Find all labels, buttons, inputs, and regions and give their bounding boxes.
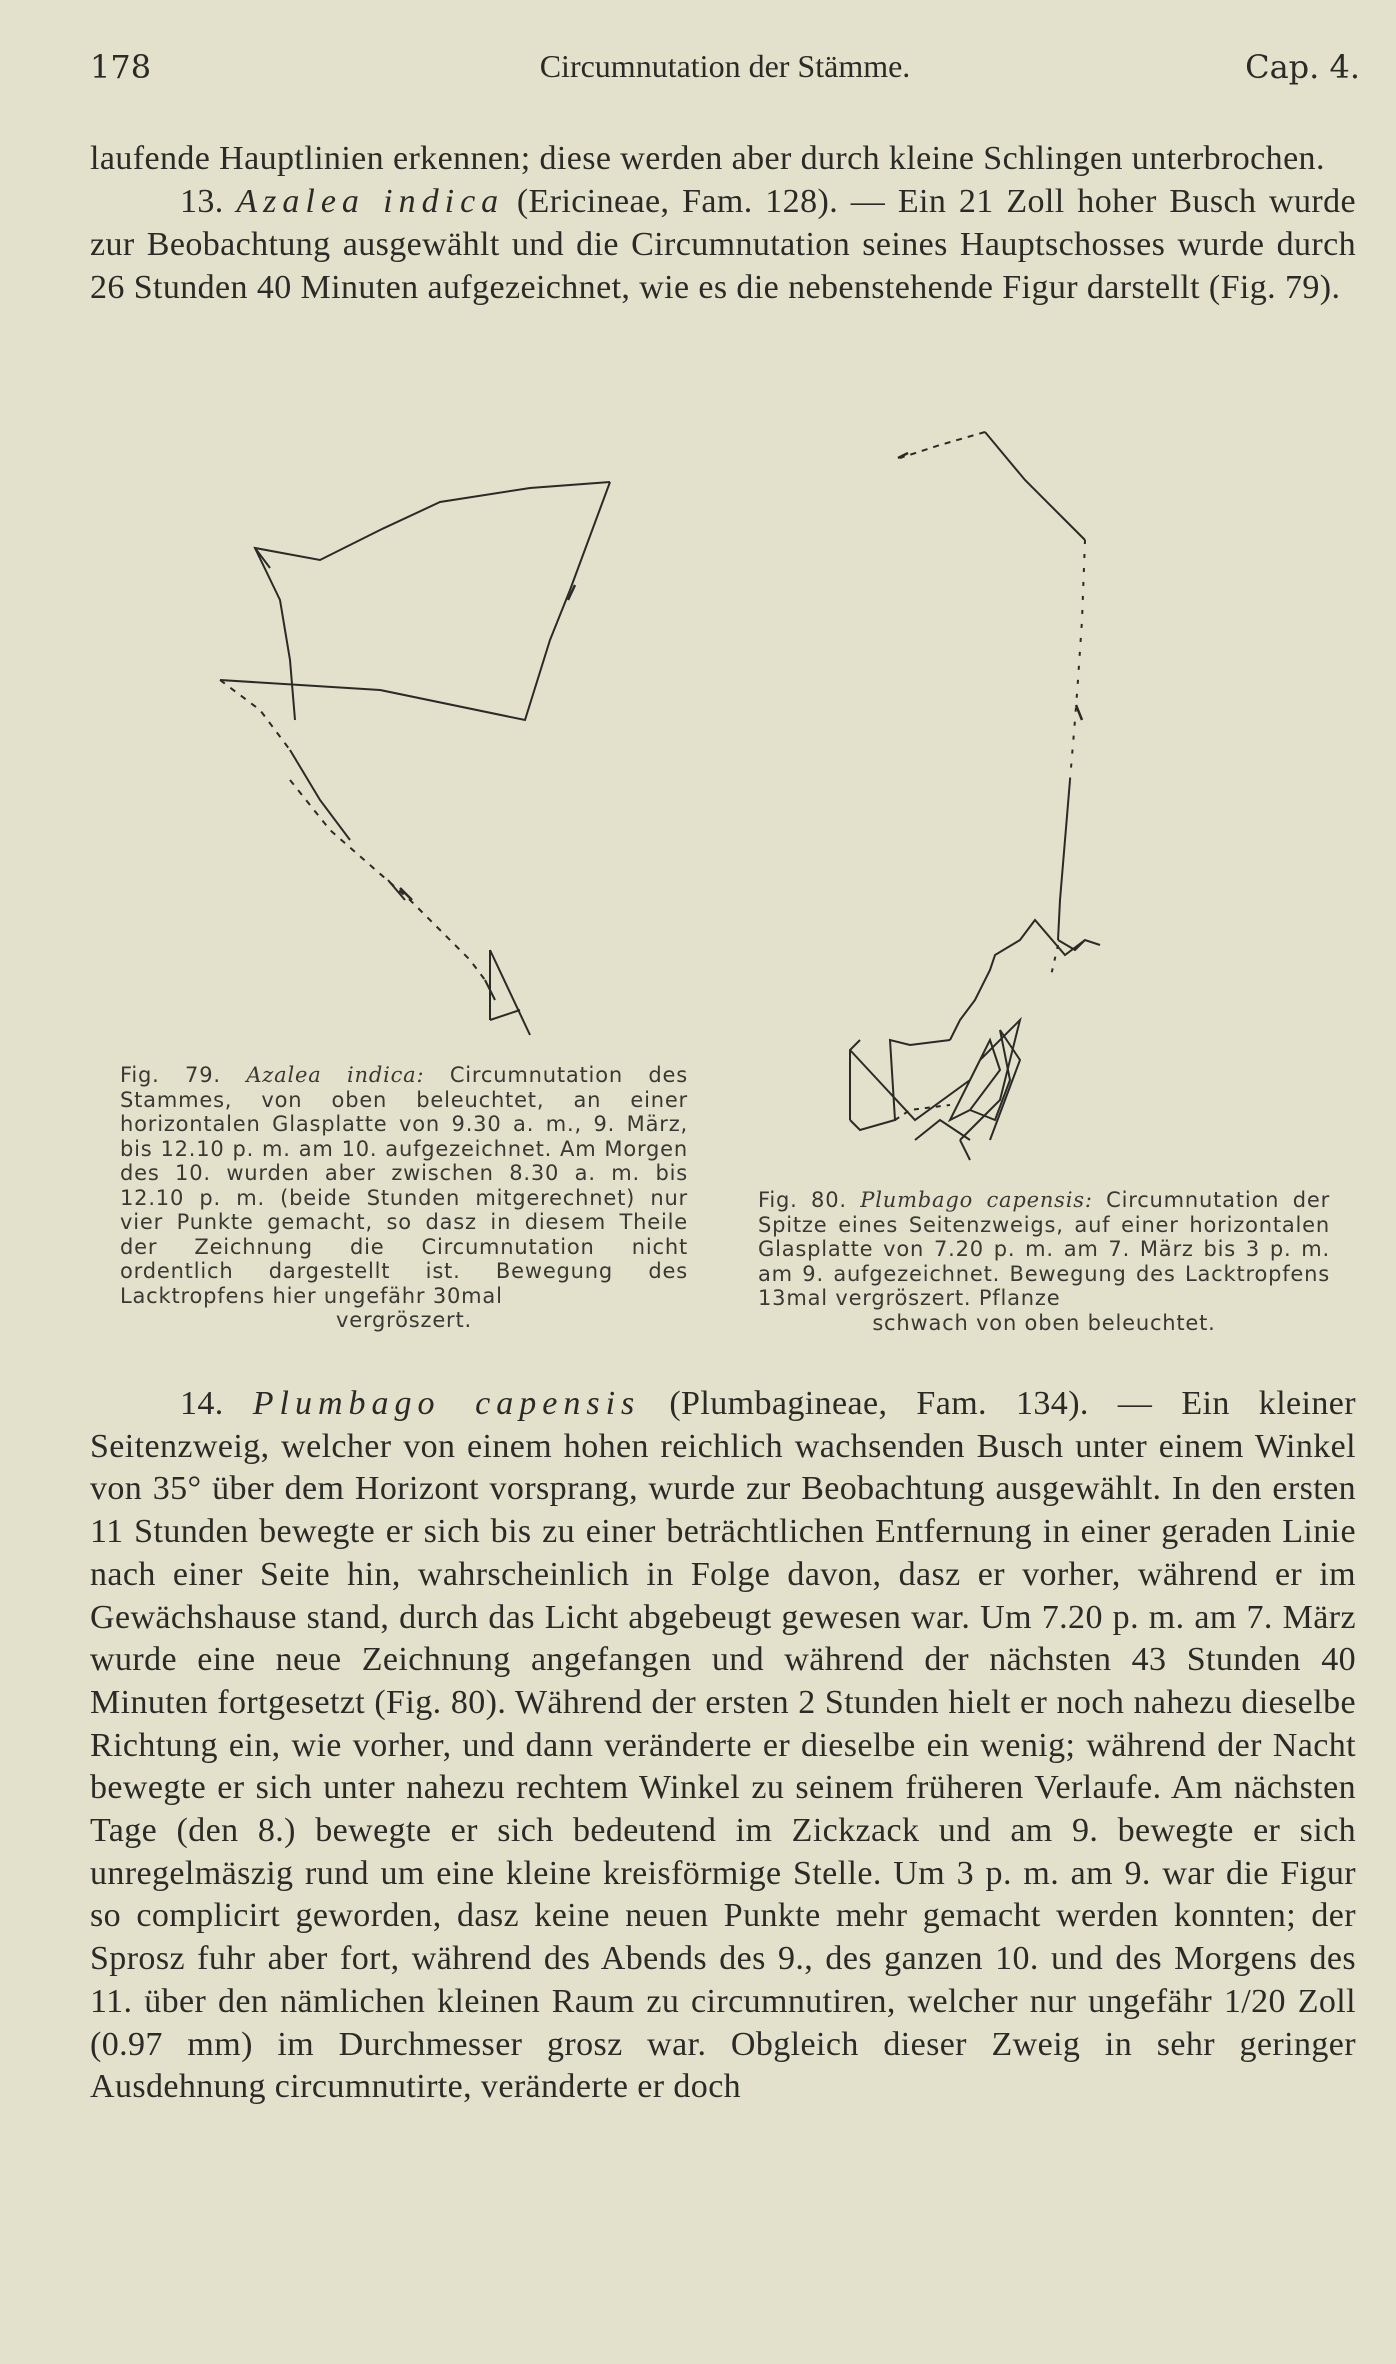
paragraph-13 [90,180,1356,309]
paragraph-14 [90,1383,1356,2109]
fig79-last-line: vergröszert. [336,1308,472,1332]
page-number: 178 [90,48,152,86]
page-header [90,48,1360,92]
fig80-label: Fig. 80. [758,1188,847,1212]
running-title: Circumnutation der Stämme. [539,48,911,84]
fig79-drawing [200,460,640,1060]
fig80-species: Plumbago capensis: [860,1188,1093,1212]
chapter-label: Cap. 4. [1245,48,1360,86]
para14-species: Plumbago capensis [252,1385,641,1422]
top-text-block [90,137,1356,309]
fig80-caption [758,1188,1330,1335]
para13-number: 13. [180,183,224,220]
para14-text: (Plumbagineae, Fam. 134). — Ein kleiner Seitenzweig, welcher von einem hohen reichlich wachsenden Busch unter einem Winkel von 35° über dem Horizont vorsprang, wurde zur Beobachtung ausgewählt. In den ersten 11 Stunden bewegte er sich bis zu einer beträchtlichen Entfernung in einer geraden Linie nach einer Seite hin, wahrscheinlich in Folge davon, dasz er vorher, während er im Gewächshause stand, durch das Licht abgebeugt gewesen war. Um 7.20 p. m. am 7. März wurde eine neue Zeichnung angefangen und während der nächsten 43 Stunden 40 Minuten fortgesetzt (Fig. 80). Während der ersten 2 Stunden hielt er noch nahezu dieselbe Richtung ein, wie vorher, und dann veränderte er dieselbe ein wenig; während der Nacht bewegte er sich unter nahezu rechtem Winkel zu seinem früheren Verlaufe. Am nächsten Tage (den 8.) bewegte er sich bedeutend im Zickzack und am 9. bewegte er sich unregelmäszig rund um eine kleine kreisförmige Stelle. Um 3 p. m. am 9. war die Figur so complicirt geworden, dasz keine neuen Punkte mehr gemacht werden konnten; der Sprosz fuhr aber fort, während des Abends des 9., des ganzen 10. und des Morgens des 11. über den nämlichen kleinen Raum zu circumnutiren, welcher nur ungefähr 1/20 Zoll (0.97 mm) im Durchmesser grosz war. Obgleich dieser Zweig in sehr geringer Ausdehnung circumnutirte, veränderte er doch [90,1385,1356,2106]
para13-text: (Ericineae, Fam. 128). — Ein 21 Zoll hoher Busch wurde zur Beobachtung ausgewählt und die Circumnutation seines Hauptschosses wurde durch 26 Stunden 40 Minuten aufgezeichnet, wie es die nebenstehende Figur darstellt (Fig. 79). [90,183,1356,306]
bottom-text-block [90,1383,1356,2109]
fig79-text: Circumnutation des Stammes, von oben beleuchtet, an einer horizontalen Glasplatte von 9.30 a. m., 9. März, bis 12.10 p. m. am 10. aufgezeichnet. Am Morgen des 10. wurden aber zwischen 8.30 a. m. bis 12.10 p. m. (beide Stunden mitgerechnet) nur vier Punkte gemacht, so dasz in diesem Theile der Zeichnung die Circumnutation nicht ordentlich dargestellt ist. Bewegung des Lacktropfens hier ungefähr 30mal [120,1063,688,1308]
fig80-text: Circumnutation der Spitze eines Seitenzweigs, auf einer horizontalen Glasplatte von 7.20 p. m. am 7. März bis 3 p. m. am 9. aufgezeichnet. Bewegung des Lacktropfens 13mal vergröszert. Pflanze [758,1188,1330,1310]
fig79-caption [120,1063,688,1333]
continued-line: laufende Hauptlinien erkennen; diese werden aber durch kleine Schlingen unterbrochen. [90,140,1325,177]
para13-species: Azalea indica [236,183,505,220]
fig80-drawing [820,420,1240,1180]
fig80-last-line: schwach von oben beleuchtet. [872,1310,1216,1335]
fig79-species: Azalea indica: [246,1063,425,1087]
fig79-label: Fig. 79. [120,1063,221,1087]
para14-number: 14. [180,1385,224,1422]
